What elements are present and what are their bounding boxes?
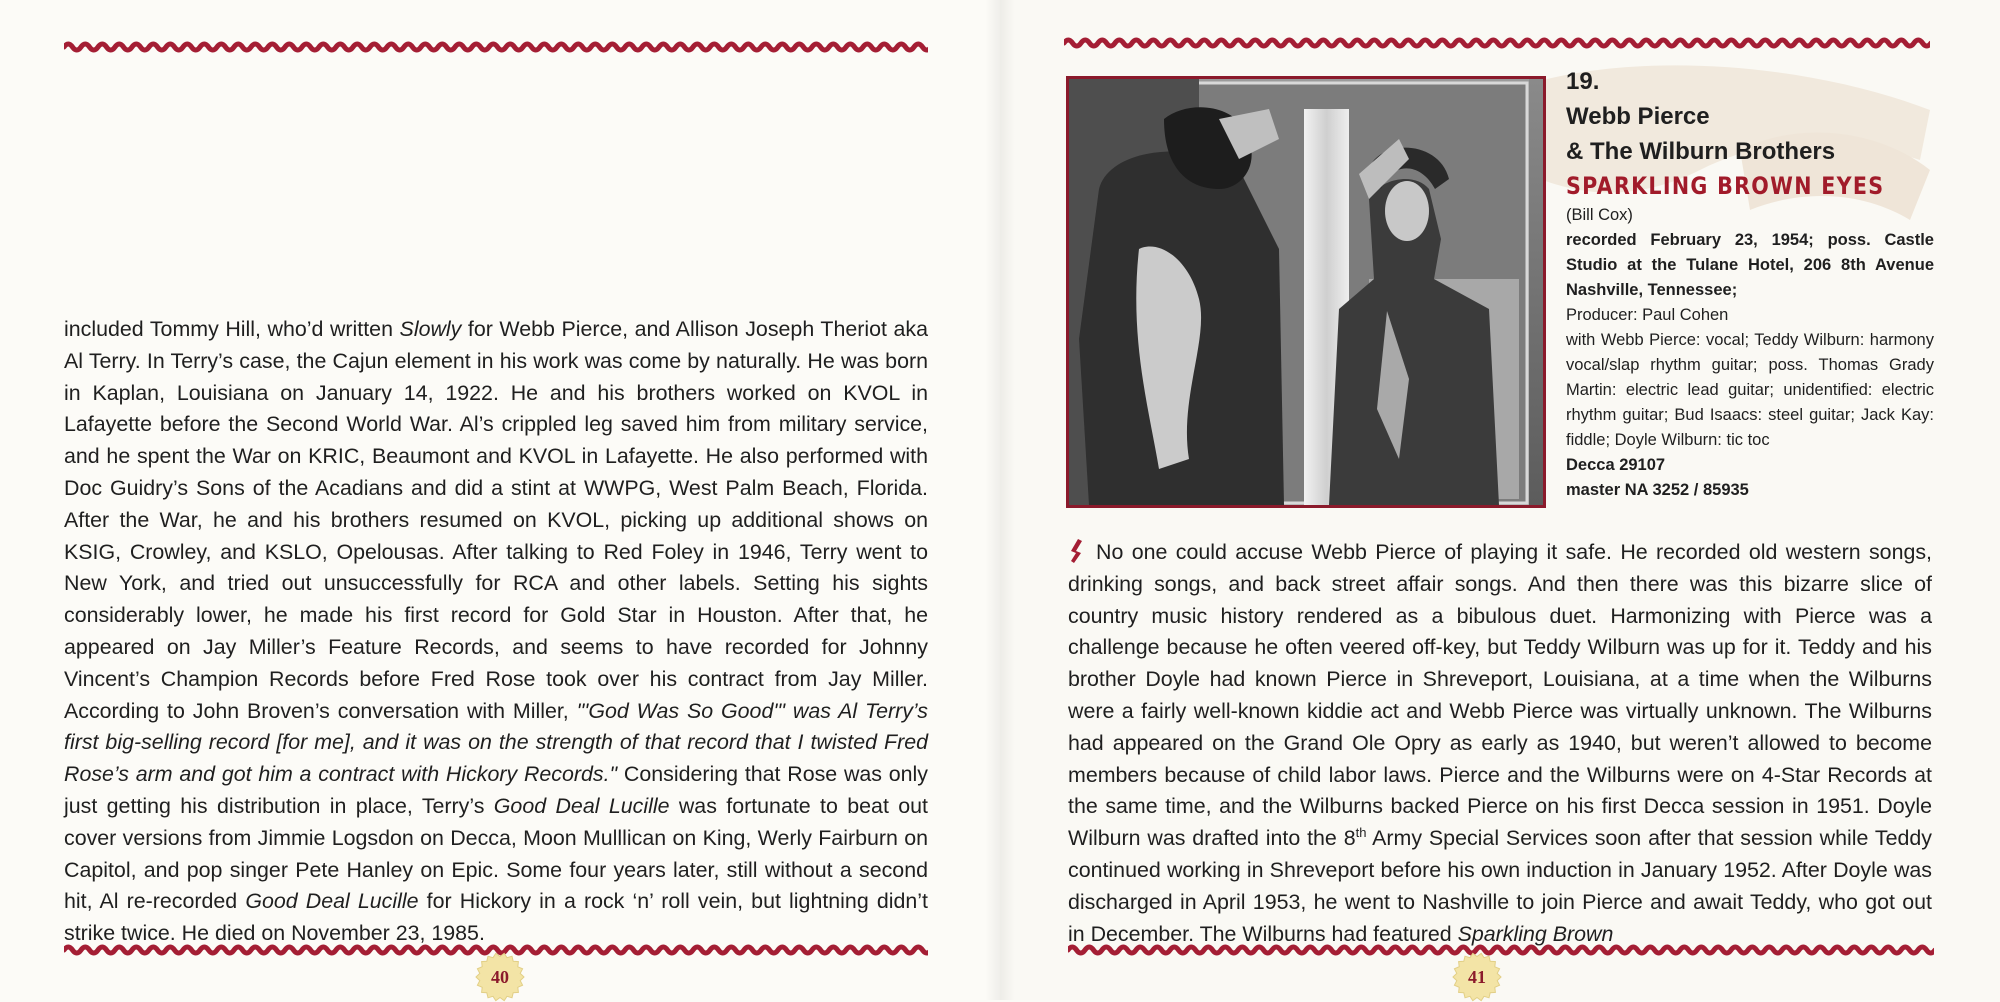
- page-number-badge: [1452, 952, 1502, 1002]
- music-note-icon: [1068, 538, 1086, 564]
- italic-text-run: "'God Was So Good'" was Al Terry’s first big-selling record [for me], and it was on the strength of that record that I twisted Fred Rose’s arm and got him a contract with Hickory Records.": [64, 698, 928, 787]
- text-run: for Webb Pierce, and Allison Joseph Theriot aka Al Terry. In Terry’s case, the Cajun element in his work was come by naturally. He was born in Kaplan, Louisiana on January 14, 1922. He and his brothers worked on KVOL in Lafayette before the Second World War. Al’s crippled leg saved him from military service, and he spent the War on KRIC, Beaumont and KVOL in Lafayette. He also performed with Doc Guidry’s Sons of the Acadians and did a stint at WWPG, West Palm Beach, Florida. After the War, he and his brothers resumed on KVOL, picking up additional shows on KSIG, Crowley, and KSLO, Opelousas. After talking to Red Foley in 1946, Terry went to New York, and tried out unsuccessfully for RCA and other labels. Setting his sights considerably lower, he made his first record for Gold Star in Houston. After that, he appeared on Jay Miller’s Feature Records, and seems to have recorded for Johnny Vincent’s Champion Records before Fred Rose took over his contract from Jay Miller. According to John Broven’s conversation with Miller,: [64, 317, 929, 723]
- track-credits: [1566, 64, 1934, 503]
- text-run: Army Special Services soon after that session while Teddy continued working in Shreveport before his own induction in January 1952. After Doyle was discharged in April 1953, he went to Nashville to join Pierce and await Teddy, who got out in December. The Wilburns had featured: [1068, 826, 1932, 946]
- master-number: master NA 3252 / 85935: [1566, 481, 1749, 499]
- left-page: [0, 0, 1000, 1000]
- producer: Producer: Paul Cohen: [1566, 306, 1729, 324]
- wave-ornament-icon: [1064, 36, 1930, 50]
- artist-photo: [1066, 76, 1546, 508]
- italic-text-run: Sparkling Brown: [1457, 921, 1614, 946]
- text-run: for Hickory in a rock ‘n’ roll vein, but lightning didn’t strike twice. He died on November 23, 1985.: [64, 889, 928, 946]
- text-run: No one could accuse Webb Pierce of playing it safe. He recorded old western songs, drinking songs, and back street affair songs. And then there was this bizarre slice of country music history rendered as a bibulous duet. Harmonizing with Pierce was a challenge because he often veered off-key, but Teddy Wilburn was up for it. Teddy and his brother Doyle had known Pierce in Shreveport, Louisiana, at a time when the Wilburns were a fairly well-known kiddie act and Webb Pierce was virtually unknown. The Wilburns had appeared on the Grand Ole Opry as early as 1940, but weren’t allowed to become members because of child labor laws. Pierce and the Wilburns were on 4-Star Records at the same time, and the Wilburns backed Pierce on his first Decca session in 1951. Doyle Wilburn was drafted into the 8: [1068, 540, 1932, 851]
- body-paragraph: [1068, 537, 1932, 950]
- song-title: SPARKLING BROWN EYES: [1566, 172, 1885, 200]
- page-number: 40: [491, 967, 509, 987]
- wave-ornament-icon: [64, 40, 928, 54]
- decorative-border-top-right: [1064, 36, 1930, 50]
- track-number: 19.: [1566, 68, 1600, 95]
- page-number: 41: [1468, 967, 1486, 987]
- body-paragraph: [64, 314, 928, 950]
- left-body-text: [64, 314, 928, 950]
- text-run: Considering that Rose was only just getting his distribution in place, Terry’s: [64, 762, 929, 818]
- italic-text-run: Good Deal Lucille: [493, 793, 670, 818]
- italic-text-run: Slowly: [399, 317, 462, 341]
- italic-text-run: Good Deal Lucille: [245, 889, 419, 914]
- recording-details: recorded February 23, 1954; poss. Castle Studio at the Tulane Hotel, 206 8th Avenue Nashville, Tennessee;: [1566, 231, 1934, 299]
- photo-webb-pierce-mirror: [1069, 79, 1543, 505]
- label-catalog: Decca 29107: [1566, 456, 1666, 474]
- text-run: th: [1355, 825, 1367, 841]
- decorative-border-top-left: [64, 40, 928, 54]
- text-run: was fortunate to beat out cover versions from Jimmie Logsdon on Decca, Moon Mulllican on King, Werly Fairburn on Capitol, and pop singer Pete Hanley on Epic. Some four years later, still without a second hit, Al re-recorded: [64, 793, 928, 914]
- page-number-badge: [475, 952, 525, 1002]
- book-gutter: [985, 0, 1015, 1000]
- personnel: with Webb Pierce: vocal; Teddy Wilburn: harmony vocal/slap rhythm guitar; poss. Thomas Grady Martin: electric lead guitar; unidentified: electric rhythm guitar; Bud Isaacs: steel guitar; Jack Kay: fiddle; Doyle Wilburn: tic toc: [1566, 331, 1934, 449]
- artist-name-line2: & The Wilburn Brothers: [1566, 138, 1836, 165]
- text-run: included Tommy Hill, who’d written: [64, 317, 400, 341]
- right-body-text: [1068, 537, 1932, 950]
- songwriter: (Bill Cox): [1566, 206, 1633, 224]
- artist-name: Webb Pierce: [1566, 103, 1710, 130]
